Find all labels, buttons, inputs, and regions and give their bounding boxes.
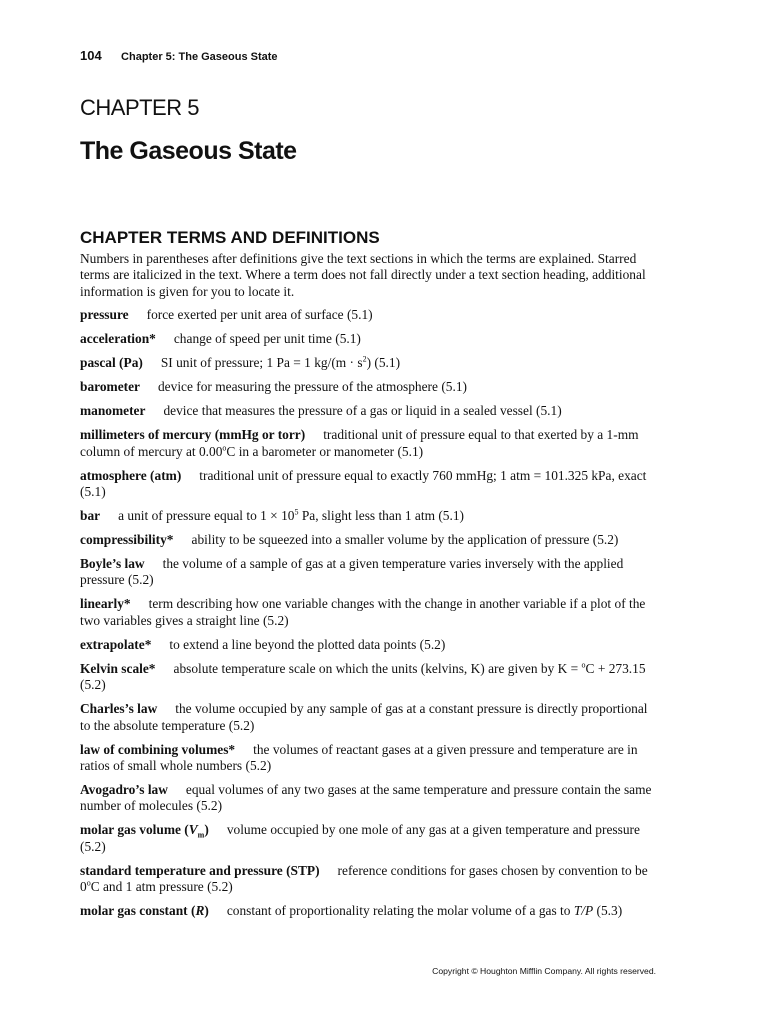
term: Boyle’s law — [80, 556, 145, 572]
term: barometer — [80, 379, 140, 395]
definition: force exerted per unit area of surface (5.1) — [146, 307, 373, 323]
definition: term describing how one variable changes with the change in another variable if a plot of the two variables gives a straight line (5.2) — [80, 596, 646, 628]
definition: equal volumes of any two gases at the same temperature and pressure contain the same number of molecules (5.2) — [80, 782, 652, 814]
definition-cont: Pa, slight less than 1 atm (5.1) — [298, 508, 464, 524]
subscript: m — [197, 831, 205, 841]
term: extrapolate* — [80, 636, 152, 652]
term: law of combining volumes* — [80, 741, 236, 757]
definition-variable: T/P — [573, 903, 594, 919]
term — [80, 822, 209, 841]
term-entry — [80, 661, 658, 694]
term: standard temperature and pressure (STP) — [80, 862, 320, 878]
term-entry — [80, 556, 658, 589]
term: Avogadro’s law — [80, 782, 168, 798]
chapter-label: CHAPTER 5 — [80, 95, 199, 120]
term-entry — [80, 508, 658, 524]
degree-sign: o — [581, 660, 586, 670]
definition: volume occupied by one mole of any gas at a given temperature and pressure (5.2) — [80, 822, 640, 854]
degree-sign: o — [222, 443, 227, 453]
terms-content — [80, 251, 658, 927]
definition-cont: C + 273.15 (5.2) — [80, 660, 646, 693]
term-entry — [80, 637, 658, 653]
term-variable: R — [195, 903, 205, 919]
term: millimeters of mercury (mmHg or torr) — [80, 427, 306, 443]
term: Kelvin scale* — [80, 660, 156, 676]
definition: the volume of a sample of gas at a given temperature varies inversely with the applied pressure (5.2) — [80, 556, 624, 588]
term: pressure — [80, 307, 129, 323]
term-entry — [80, 903, 658, 919]
term: atmosphere (atm) — [80, 467, 182, 483]
term-text: molar gas constant ( — [80, 903, 196, 919]
term — [80, 903, 209, 918]
definition-cont: C in a barometer or manometer (5.1) — [226, 443, 424, 459]
definition-cont: ) (5.1) — [366, 355, 401, 371]
term-entry — [80, 701, 658, 734]
definition: change of speed per unit time (5.1) — [173, 331, 361, 347]
term-entry — [80, 427, 658, 460]
definition: traditional unit of pressure equal to that exerted by a 1-mm column of mercury at 0.00 — [80, 427, 639, 459]
term-text-end: ) — [204, 903, 209, 919]
running-head — [80, 48, 278, 63]
term-entry — [80, 532, 658, 548]
intro-paragraph: Numbers in parentheses after definitions give the text sections in which the terms are explained. Starred terms are italicized in the text. Where a term does not fall directly under a text section heading, additional information is given for you to locate it. — [80, 251, 646, 299]
term-entry — [80, 596, 658, 629]
running-title: Chapter 5: The Gaseous State — [121, 51, 278, 63]
term: manometer — [80, 403, 146, 419]
term: pascal (Pa) — [80, 355, 143, 371]
definition: absolute temperature scale on which the units (kelvins, K) are given by K = — [173, 660, 582, 676]
degree-sign: o — [86, 878, 91, 888]
section-heading: CHAPTER TERMS AND DEFINITIONS — [80, 228, 380, 247]
term: linearly* — [80, 596, 131, 612]
term-entry — [80, 355, 658, 371]
term-entry — [80, 331, 658, 347]
term-entry — [80, 403, 658, 419]
definition: reference conditions for gases chosen by convention to be 0 — [80, 862, 648, 895]
term: Charles’s law — [80, 701, 158, 717]
superscript: 5 — [294, 507, 299, 517]
definition: SI unit of pressure; 1 Pa = 1 kg/(m · s — [160, 355, 363, 371]
term-text-end: ) — [204, 822, 209, 838]
definition: the volume occupied by any sample of gas at a constant pressure is directly proportional to the absolute temperature (5.2) — [80, 701, 648, 733]
term-entry — [80, 468, 658, 501]
term-entry — [80, 822, 658, 855]
term: compressibility* — [80, 532, 174, 548]
term-text: molar gas volume ( — [80, 822, 189, 838]
term: acceleration* — [80, 331, 156, 347]
term-entry — [80, 782, 658, 815]
definition: constant of proportionality relating the molar volume of a gas to — [226, 903, 574, 919]
chapter-title: The Gaseous State — [80, 137, 297, 165]
definition: device for measuring the pressure of the atmosphere (5.1) — [157, 379, 467, 395]
definition: device that measures the pressure of a gas or liquid in a sealed vessel (5.1) — [163, 403, 562, 419]
definition: the volumes of reactant gases at a given pressure and temperature are in ratios of small whole numbers (5.2) — [80, 741, 638, 774]
definition: to extend a line beyond the plotted data points (5.2) — [169, 636, 446, 652]
definition: a unit of pressure equal to 1 × 10 — [118, 508, 295, 524]
superscript: 2 — [362, 354, 367, 364]
term-entry — [80, 742, 658, 775]
term-entry — [80, 379, 658, 395]
copyright-footer: Copyright © Houghton Mifflin Company. All rights reserved. — [432, 966, 656, 976]
term-variable: V — [188, 822, 198, 838]
term-entry — [80, 307, 658, 323]
definition-cont: C and 1 atm pressure (5.2) — [90, 879, 233, 895]
definition: traditional unit of pressure equal to exactly 760 mmHg; 1 atm = 101.325 kPa, exact (5.1) — [80, 467, 647, 500]
page-number: 104 — [80, 48, 102, 63]
term: bar — [80, 508, 101, 524]
definition-cont: (5.3) — [593, 903, 623, 919]
term-entry — [80, 863, 658, 896]
definition: ability to be squeezed into a smaller volume by the application of pressure (5.2) — [191, 532, 619, 548]
